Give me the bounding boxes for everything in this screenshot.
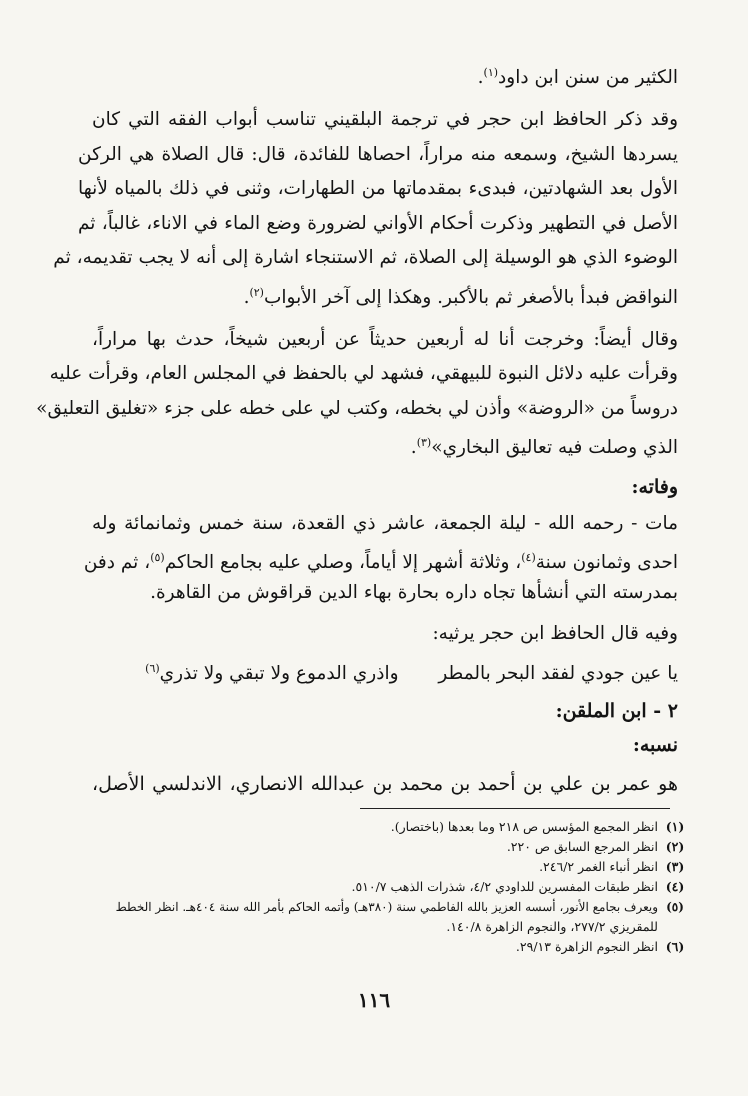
paragraph-line: الوضوء الذي هو الوسيلة إلى الصلاة، ثم الاستنجاء اشارة إلى أنه لا يجب تقديمه، ثم	[53, 247, 678, 268]
footnote-ref[interactable]: (٣)	[416, 436, 432, 449]
paragraph-line: وفيه قال الحافظ ابن حجر يرثيه:	[432, 623, 678, 644]
footnote-ref[interactable]: (١)	[483, 66, 499, 79]
paragraph-line: وقال أيضاً: وخرجت أنا له أربعين حديثاً عن أربعين شيخاً، حدث بها مراراً،	[92, 329, 678, 350]
paragraph-line: الأول بعد الشهادتين، فبدىء بمقدماتها من الطهارات، وثنى في ذلك بالمياه لأنها	[78, 178, 678, 199]
paragraph-line: مات - رحمه الله - ليلة الجمعة، عاشر ذي القعدة، سنة خمس وثمانمائة وله	[92, 513, 678, 534]
footnote-ref[interactable]: (٦)	[145, 662, 160, 675]
paragraph-line: وقرأت عليه دلائل النبوة للبيهقي، فشهد لي بالحفظ في المجلس العام، وقرأت عليه	[49, 363, 678, 384]
section-heading-lineage: نسبه:	[632, 734, 678, 756]
footnote: (٦)انظر النجوم الزاهرة ٢٩/١٣.	[515, 939, 685, 954]
page-number: ١١٦	[357, 988, 391, 1012]
verse-hemistich-2: واذري الدموع ولا تبقي ولا تذري	[159, 663, 399, 685]
footnote: (٥)ويعرف بجامع الأنور، أسسه العزيز بالله الفاطمي سنة (٣٨٠هـ) وأتمه الحاكم بأمر الله سنة ٤٠٤هـ. انظر الخطط	[115, 900, 684, 914]
paragraph-line: هو عمر بن علي بن أحمد بن محمد بن عبدالله الانصاري، الاندلسي الأصل،	[92, 773, 678, 795]
section-heading-death: وفاته:	[631, 476, 678, 498]
paragraph-line: بمدرسته التي أنشأها تجاه داره بحارة بهاء الدين قراقوش من القاهرة.	[150, 582, 678, 603]
poem-verse	[92, 652, 678, 691]
verse-hemistich-1: يا عين جودي لفقد البحر بالمطر	[438, 663, 678, 685]
paragraph-line: النواقض فبدأ بالأصغر ثم بالأكبر. وهكذا إلى آخر الأبواب$^{(٢)}$.	[243, 286, 678, 309]
section-heading-ibn-al-mulaqqin: ٢ - ابن الملقن:	[555, 700, 678, 722]
footnote-ref[interactable]: (٥)	[150, 551, 165, 564]
paragraph-line: يسردها الشيخ، وسمعه منه مراراً، احصاها للفائدة، قال: قال الصلاة هي الركن	[78, 144, 678, 165]
paragraph-line: وقد ذكر الحافظ ابن حجر في ترجمة البلقيني تناسب أبواب الفقه التي كان	[92, 109, 678, 130]
paragraph-line: احدى وثمانون سنة$^{(٤)}$، وثلاثة أشهر إلا أياماً، وصلي عليه بجامع الحاكم$^{(٥)}$، ثم دفن	[83, 551, 678, 574]
footnote: (١)انظر المجمع المؤسس ص ٢١٨ وما بعدها (باختصار).	[390, 819, 685, 834]
paragraph-line: الأصل في التطهير وذكرت أحكام الأواني لضرورة وضع الماء في الاناء، غالباً، ثم	[78, 213, 678, 234]
paragraph-line: الكثير من سنن ابن داود$^{(١)}$.	[477, 66, 678, 89]
footnote-continuation: للمقريزي ٢٧٧/٢، والنجوم الزاهرة ١٤٠/٨.	[446, 919, 658, 934]
footnote-ref[interactable]: (٢)	[249, 286, 264, 299]
paragraph-line: الذي وصلت فيه تعاليق البخاري»$^{(٣)}$.	[410, 436, 678, 459]
footnote: (٤)انظر طبقات المفسرين للداودي ٤/٢، شذرات الذهب ٥١٠/٧.	[351, 879, 685, 894]
footnote: (٣)انظر أنباء الغمر ٢٤٦/٢.	[539, 859, 685, 874]
paragraph-line: دروساً من «الروضة» وأذن لي بخطه، وكتب لي على خطه على جزء «تغليق التعليق»	[36, 398, 678, 419]
footnote-ref[interactable]: (٤)	[521, 551, 536, 564]
footnote-divider	[360, 808, 670, 809]
footnote: (٢)انظر المرجع السابق ص ٢٢٠.	[506, 839, 685, 854]
